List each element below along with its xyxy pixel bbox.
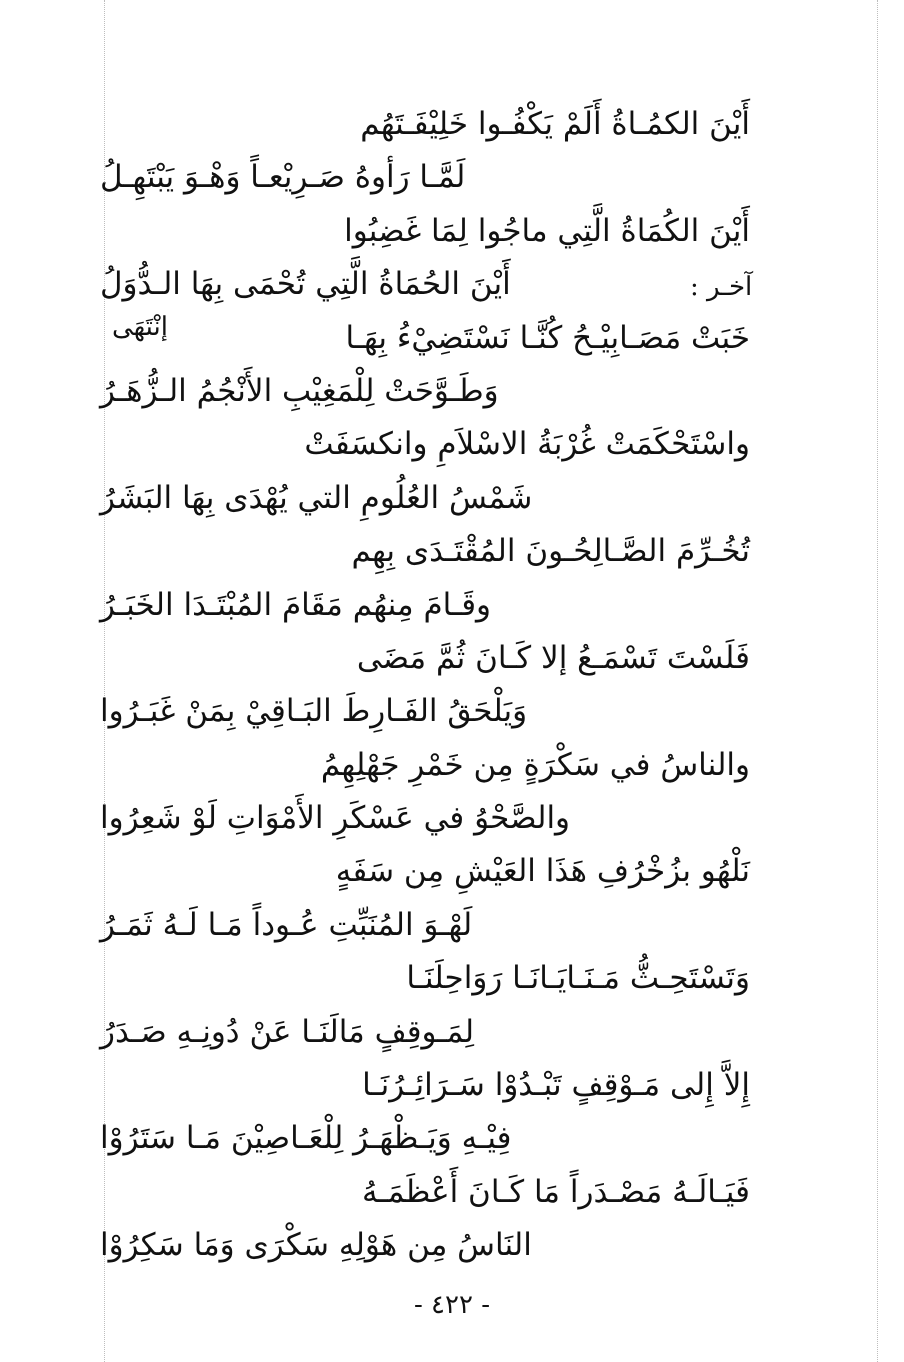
poem-line-13: والناسُ في سَكْرَةٍ مِن خَمْرِ جَهْلِهِمُ bbox=[320, 746, 750, 783]
marker-akhar: آخـر : bbox=[690, 272, 753, 302]
poem-line-8: شَمْسُ العُلُومِ التي يُهْدَى بِهَا البَشَرُ bbox=[100, 479, 533, 516]
poem-line-14: والصَّحْوُ في عَسْكَرِ الأَمْوَاتِ لَوْ شَعِرُوا bbox=[100, 800, 571, 837]
poem-line-21: فَيَـالَـهُ مَصْـدَراً مَا كَـانَ أَعْظَمَـهُ bbox=[362, 1173, 750, 1210]
poem-line-19: إِلاَّ إِلى مَـوْقِفٍ تَبْـدُوْا سَـرَائِـرُنَـا bbox=[362, 1067, 750, 1104]
poem-line-10: وقَـامَ مِنهُم مَقَامَ المُبْتَـدَا الخَبَـرُ bbox=[100, 586, 491, 623]
right-margin-dotted-line bbox=[877, 0, 878, 1362]
poem-line-17: وَتَسْتَحِـثُّ مَـنَـايَـانَـا رَوَاحِلَنَـا bbox=[406, 960, 750, 997]
poem-line-9: تُخُـرِّمَ الصَّـالِحُـونَ المُقْتَـدَى بِهِم bbox=[351, 533, 750, 570]
page-number: - ٤٢٢ - bbox=[413, 1290, 491, 1320]
poem-body bbox=[100, 98, 753, 1273]
poem-line-5: خَبَتْ مَصَـابِيْـحُ كُنَّـا نَسْتَضِيْءُ بِهَـا bbox=[345, 319, 750, 356]
poem-line-20: فِيْـهِ وَيَـظْهَـرُ لِلْعَـاصِيْنَ مَـا سَتَرُوْا bbox=[100, 1120, 512, 1157]
poem-line-16: لَهْـوَ المُنَبِّتِ عُـوداً مَـا لَـهُ ثَمَـرُ bbox=[100, 906, 473, 943]
poem-line-7: واسْتَحْكَمَتْ غُرْبَةُ الاسْلاَمِ وانكسَفَتْ bbox=[304, 426, 750, 463]
poem-line-12: وَيَلْحَقُ الفَـارِطَ البَـاقِيْ بِمَنْ غَبَـرُوا bbox=[100, 693, 528, 730]
poem-line-3: أَيْنَ الكُمَاةُ الَّتِي ماجُوا لِمَا غَضِبُوا bbox=[344, 212, 750, 249]
poem-line-22: النَاسُ مِن هَوْلِهِ سَكْرَى وَمَا سَكِرُوْا bbox=[100, 1227, 532, 1264]
poem-line-6: وَطَـوَّحَتْ لِلْمَغِيْبِ الأَنْجُمُ الـزُّهَـرُ bbox=[100, 372, 499, 409]
poem-line-2: لَمَّـا رَأوهُ صَـرِيْعـاً وَهْـوَ يَبْتَهِـلُ bbox=[100, 159, 466, 196]
poem-line-4: أَيْنَ الحُمَاةُ الَّتِي تُحْمَى بِهَا الـدُّوَلُ bbox=[100, 266, 511, 303]
poem-line-11: فَلَسْتَ تَسْمَـعُ إلا كَـانَ ثُمَّ مَضَى bbox=[356, 639, 750, 676]
poem-line-1: أَيْنَ الكمُـاةُ أَلَمْ يَكْفُـوا خَلِيْفَـتَهُم bbox=[360, 106, 750, 142]
marker-intaha: إنْتَهَى bbox=[112, 312, 168, 342]
poem-line-18: لِمَـوقِفٍ مَالَنَـا عَنْ دُونِـهِ صَـدَرُ bbox=[100, 1013, 475, 1050]
poem-line-15: نَلْهُو بزُخْرُفِ هَذَا العَيْشِ مِن سَفَهٍ bbox=[335, 853, 750, 890]
